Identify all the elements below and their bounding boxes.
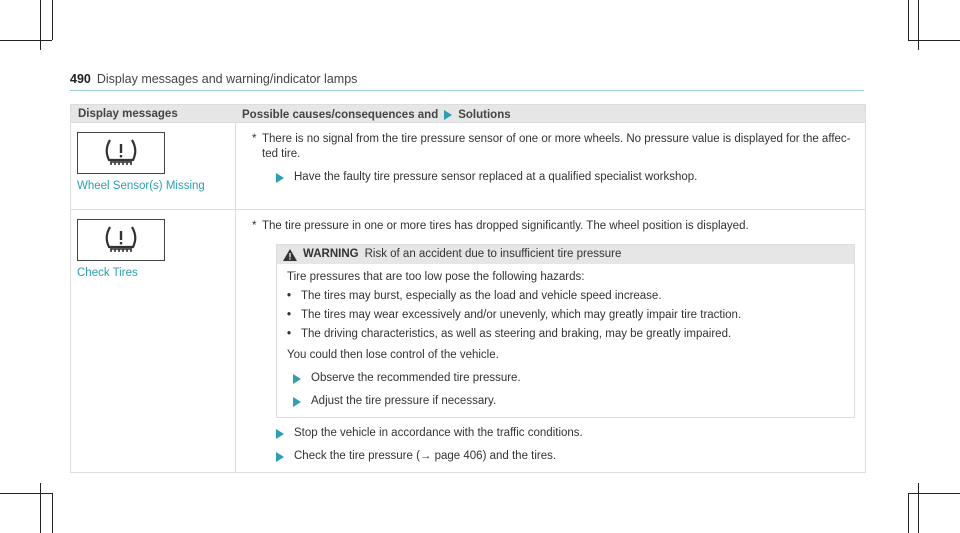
warning-step: Observe the recommended tire pressure. [287, 371, 846, 386]
warning-outro: You could then lose control of the vehicle. [287, 349, 499, 361]
crop-mark [908, 0, 909, 40]
page-header [70, 72, 357, 86]
arrow-right-icon [293, 397, 301, 407]
crop-mark [0, 40, 52, 41]
cause-text: * There is no signal from the tire pressure sensor of one or more wheels. No pressure value is displayed for the affec- ted tire. [252, 133, 851, 160]
arrow-right-icon [276, 429, 284, 439]
crop-mark [52, 0, 53, 40]
warning-label: WARNING [303, 248, 359, 260]
warning-box [276, 244, 855, 418]
warning-body [277, 264, 854, 417]
arrow-right-icon [276, 173, 284, 183]
warning-title: Risk of an accident due to insufficient tire pressure [364, 248, 622, 260]
cause-cell [236, 210, 865, 472]
crop-mark [918, 483, 919, 533]
crop-mark [40, 483, 41, 533]
arrow-right-icon [293, 374, 301, 384]
tire-pressure-warning-icon [77, 219, 165, 261]
arrow-right-icon [444, 110, 452, 120]
cause-text: * The tire pressure in one or more tires has dropped significantly. The wheel position is displayed. [252, 220, 749, 232]
tire-pressure-warning-icon [77, 132, 165, 174]
crop-mark [908, 493, 909, 533]
page-title: Display messages and warning/indicator lamps [96, 72, 358, 86]
page-number: 490 [70, 72, 91, 86]
crop-mark [908, 40, 960, 41]
arrow-right-icon [276, 452, 284, 462]
crop-mark [40, 0, 41, 50]
table-row [71, 122, 865, 209]
solution-step: Have the faulty tire pressure sensor replaced at a qualified specialist workshop. [252, 170, 855, 185]
header-rule [70, 90, 864, 91]
cause-cell [236, 123, 865, 209]
message-cell [71, 210, 236, 472]
table-row [71, 209, 865, 472]
crop-mark [0, 493, 52, 494]
header-display-messages: Display messages [78, 108, 178, 120]
warning-step: Adjust the tire pressure if necessary. [287, 394, 846, 409]
table-header [71, 105, 865, 122]
message-wheel-sensor-missing: Wheel Sensor(s) Missing [77, 180, 205, 192]
crop-mark [908, 493, 960, 494]
solution-step: Check the tire pressure (→ page 406) and the tires. [252, 449, 855, 464]
list-item: • The tires may wear excessively and/or unevenly, which may greatly impair tire traction. [287, 309, 742, 321]
message-cell [71, 123, 236, 209]
list-item: • The tires may burst, especially as the load and vehicle speed increase. [287, 290, 662, 302]
messages-table [70, 104, 866, 473]
crop-mark [918, 0, 919, 50]
warning-triangle-icon [283, 249, 297, 261]
warning-intro: Tire pressures that are too low pose the following hazards: [287, 271, 585, 283]
solution-step: Stop the vehicle in accordance with the traffic conditions. [252, 426, 855, 441]
warning-header [277, 245, 854, 264]
list-item: • The driving characteristics, as well as steering and braking, may be greatly impaired. [287, 328, 732, 340]
message-check-tires: Check Tires [77, 267, 138, 279]
header-causes: Possible causes/consequences and Solutions [242, 109, 511, 121]
crop-mark [52, 493, 53, 533]
